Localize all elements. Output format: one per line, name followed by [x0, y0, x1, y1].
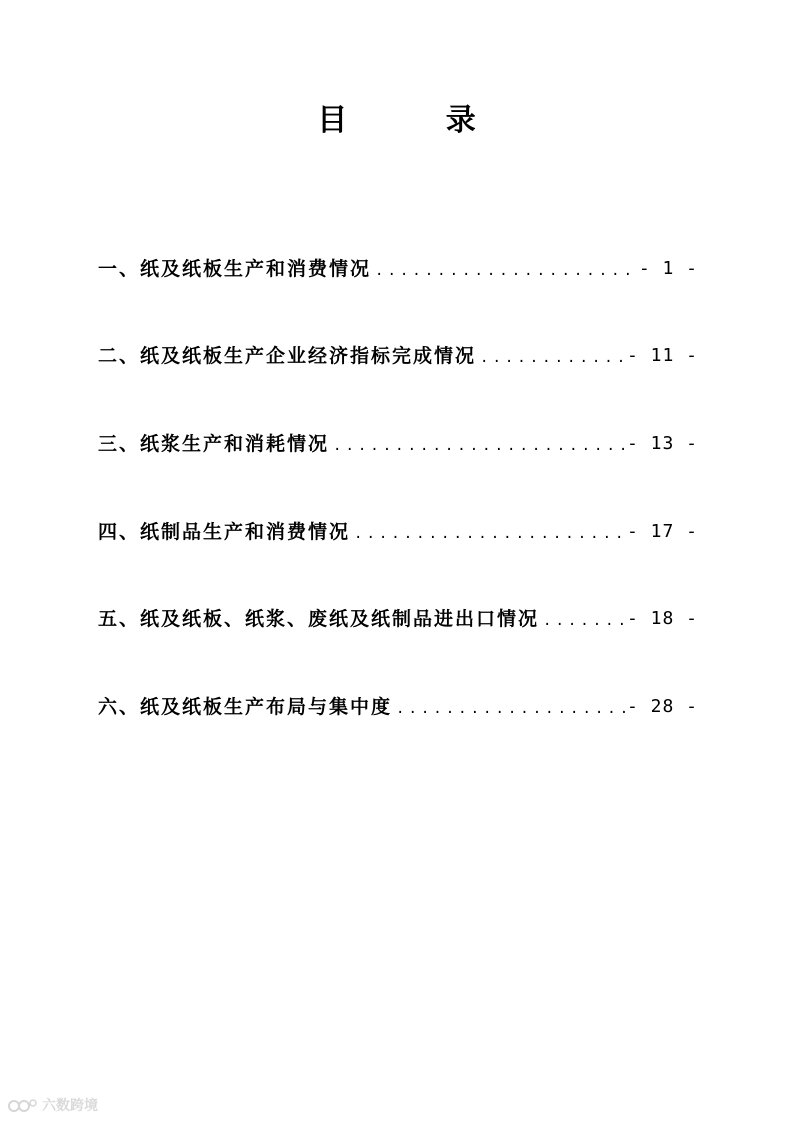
toc-entry-page: - 18 - [626, 608, 698, 629]
toc-entry-label: 四、纸制品生产和消费情况 [98, 521, 351, 543]
toc-entry[interactable] [98, 606, 698, 632]
toc-entry[interactable] [98, 431, 698, 457]
toc-leader-dots [371, 260, 639, 282]
toc-entry-page: - 13 - [626, 433, 698, 454]
toc-entry-label: 一、纸及纸板生产和消费情况 [98, 258, 372, 280]
toc-leader-dots [476, 347, 627, 369]
toc-entry-label: 三、纸浆生产和消耗情况 [98, 433, 330, 455]
toc-entry-page: - 28 - [626, 696, 698, 717]
watermark [8, 1096, 98, 1116]
toc-entry-page: - 1 - [638, 258, 698, 279]
toc-entry[interactable] [98, 694, 698, 720]
toc-entry[interactable] [98, 519, 698, 545]
toc-entry[interactable] [98, 343, 698, 369]
brand-logo-icon [8, 1098, 38, 1114]
toc-entry-label: 二、纸及纸板生产企业经济指标完成情况 [98, 345, 477, 367]
toc-leader-dots [350, 523, 627, 545]
toc-entry[interactable] [98, 256, 698, 282]
toc-entry-page: - 17 - [626, 521, 698, 542]
watermark-text: 六数跨境 [42, 1098, 98, 1114]
toc-entry-label: 五、纸及纸板、纸浆、废纸及纸制品进出口情况 [98, 608, 540, 630]
toc-leader-dots [392, 698, 627, 720]
toc-leader-dots [539, 610, 627, 632]
toc-entry-page: - 11 - [626, 345, 698, 366]
toc-entry-label: 六、纸及纸板生产布局与集中度 [98, 696, 393, 718]
toc-leader-dots [329, 435, 627, 457]
page-title: 目 录 [317, 103, 520, 138]
